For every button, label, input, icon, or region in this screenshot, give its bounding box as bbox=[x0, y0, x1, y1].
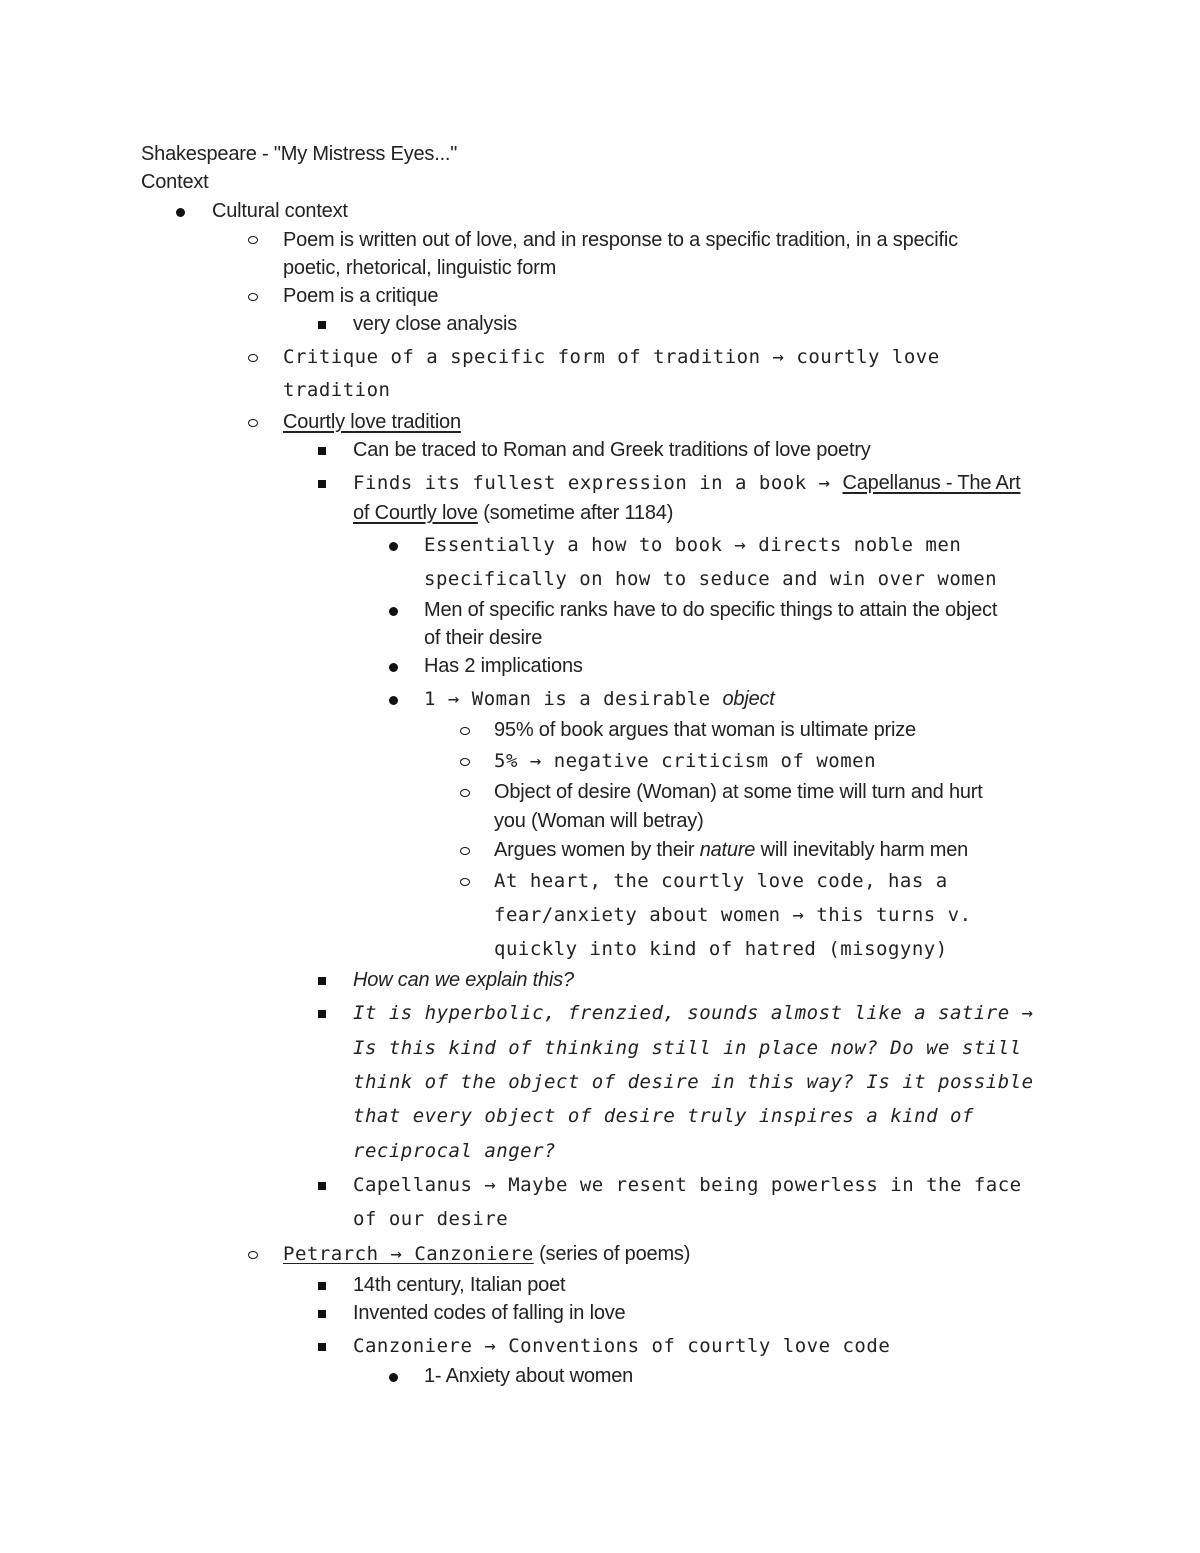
list-item-text: (series of poems) bbox=[533, 1243, 691, 1265]
bullet-square-icon bbox=[318, 977, 326, 985]
list-item: Cultural context bbox=[212, 200, 348, 222]
context-heading: Context bbox=[141, 171, 209, 193]
bullet-circle-icon bbox=[460, 878, 470, 886]
list-item-continued: of their desire bbox=[424, 627, 543, 649]
list-item-continued: fear/anxiety about women → this turns v. bbox=[494, 904, 972, 926]
list-item-continued bbox=[353, 499, 673, 527]
bullet-dot-icon bbox=[389, 696, 398, 705]
list-item: Can be traced to Roman and Greek traditions of love poetry bbox=[353, 439, 871, 461]
bullet-square-icon bbox=[318, 480, 326, 488]
bullet-circle-icon bbox=[460, 758, 470, 766]
list-item-continued: poetic, rhetorical, linguistic form bbox=[283, 257, 557, 279]
list-item: 1- Anxiety about women bbox=[424, 1365, 634, 1387]
list-item-continued: that every object of desire truly inspires a kind of bbox=[353, 1105, 974, 1127]
list-item: Men of specific ranks have to do specific things to attain the object bbox=[424, 599, 998, 621]
list-item bbox=[283, 1240, 690, 1268]
list-item-text: Argues women by their bbox=[494, 839, 700, 861]
list-item: It is hyperbolic, frenzied, sounds almost like a satire → bbox=[353, 1002, 1034, 1024]
bullet-square-icon bbox=[318, 447, 326, 455]
bullet-dot-icon bbox=[389, 542, 398, 551]
bullet-circle-icon bbox=[460, 789, 470, 797]
list-item bbox=[353, 469, 1020, 497]
bullet-dot-icon bbox=[389, 663, 398, 672]
list-item-continued: quickly into kind of hatred (misogyny) bbox=[494, 938, 948, 960]
bullet-circle-icon bbox=[460, 727, 470, 735]
list-item-emphasis: object bbox=[722, 688, 775, 710]
bullet-circle-icon bbox=[248, 419, 258, 427]
list-item-emphasis: nature bbox=[699, 839, 756, 861]
bullet-square-icon bbox=[318, 1343, 326, 1351]
capellanus-link[interactable]: Capellanus - The Art bbox=[842, 472, 1021, 494]
list-item: At heart, the courtly love code, has a bbox=[494, 870, 948, 892]
list-item-continued: of our desire bbox=[353, 1208, 509, 1230]
list-item-continued: specifically on how to seduce and win over women bbox=[424, 568, 998, 590]
list-item: 14th century, Italian poet bbox=[353, 1274, 566, 1296]
list-item-text: 1 → Woman is a desirable bbox=[424, 688, 723, 710]
petrarch-link[interactable]: Petrarch → Canzoniere bbox=[283, 1243, 534, 1265]
list-item-continued: Is this kind of thinking still in place now? Do we still bbox=[353, 1037, 1022, 1059]
list-item-continued: you (Woman will betray) bbox=[494, 810, 704, 832]
bullet-dot-icon bbox=[389, 607, 398, 616]
list-item bbox=[494, 836, 968, 864]
bullet-square-icon bbox=[318, 1310, 326, 1318]
list-item: Canzoniere → Conventions of courtly love code bbox=[353, 1335, 891, 1357]
courtly-love-link[interactable]: Courtly love tradition bbox=[283, 411, 461, 433]
list-item: 95% of book argues that woman is ultimate prize bbox=[494, 719, 916, 741]
bullet-circle-icon bbox=[460, 847, 470, 855]
bullet-dot-icon bbox=[389, 1373, 398, 1382]
list-item-continued: tradition bbox=[283, 379, 391, 401]
list-item-text: (sometime after 1184) bbox=[477, 502, 674, 524]
list-item: Poem is written out of love, and in response to a specific tradition, in a specific bbox=[283, 229, 958, 251]
list-item-continued: reciprocal anger? bbox=[353, 1140, 556, 1162]
list-item: Capellanus → Maybe we resent being powerless in the face bbox=[353, 1174, 1022, 1196]
document-title: Shakespeare - "My Mistress Eyes..." bbox=[141, 143, 458, 165]
list-item: Has 2 implications bbox=[424, 655, 583, 677]
bullet-circle-icon bbox=[248, 236, 258, 244]
list-item-continued: think of the object of desire in this way? Is it possible bbox=[353, 1071, 1034, 1093]
list-item: Critique of a specific form of tradition → courtly love bbox=[283, 346, 940, 368]
bullet-square-icon bbox=[318, 1010, 326, 1018]
list-item: very close analysis bbox=[353, 313, 518, 335]
bullet-square-icon bbox=[318, 321, 326, 329]
bullet-dot-icon bbox=[176, 208, 185, 217]
list-item: Invented codes of falling in love bbox=[353, 1302, 626, 1324]
capellanus-link-continued[interactable]: of Courtly love bbox=[353, 502, 478, 524]
bullet-square-icon bbox=[318, 1182, 326, 1190]
list-item: Poem is a critique bbox=[283, 285, 439, 307]
list-item bbox=[424, 685, 775, 713]
bullet-circle-icon bbox=[248, 1251, 258, 1259]
bullet-circle-icon bbox=[248, 293, 258, 301]
list-item: Object of desire (Woman) at some time will turn and hurt bbox=[494, 781, 983, 803]
list-item: Essentially a how to book → directs noble men bbox=[424, 534, 962, 556]
bullet-square-icon bbox=[318, 1282, 326, 1290]
list-item-text: Finds its fullest expression in a book → bbox=[353, 472, 843, 494]
list-item: How can we explain this? bbox=[353, 969, 574, 991]
list-item-text: will inevitably harm men bbox=[755, 839, 969, 861]
bullet-circle-icon bbox=[248, 354, 258, 362]
list-item: 5% → negative criticism of women bbox=[494, 750, 877, 772]
